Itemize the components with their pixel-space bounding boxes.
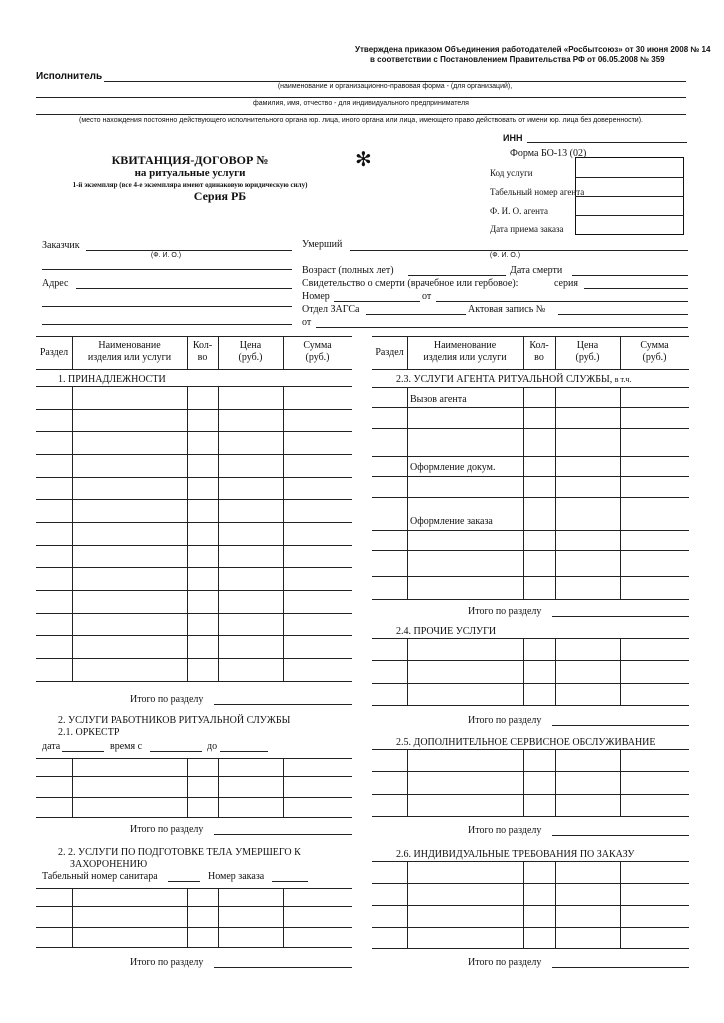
docs-label: Оформление докум. [410, 462, 496, 473]
section-2-1-total-line[interactable] [214, 834, 352, 835]
section-2-3-title-text: 2.3. УСЛУГИ АГЕНТА РИТУАЛЬНОЙ СЛУЖБЫ, [396, 374, 613, 385]
zags-line[interactable] [366, 314, 466, 315]
left-header-qty: Кол- во [192, 340, 213, 363]
approval-line-2: в соответствии с Постановлением Правительства РФ от 06.05.2008 № 359 [370, 55, 665, 64]
customer-fio-line[interactable] [86, 250, 292, 251]
receipt-title: КВИТАНЦИЯ-ДОГОВОР № [111, 153, 269, 167]
number-from-label: от [422, 291, 432, 302]
right-header-section: Раздел [375, 347, 404, 358]
left-header-name: Наименование изделия или услуги [87, 340, 172, 363]
date-line[interactable] [62, 751, 104, 752]
field-agent-number: Табельный номер агента [490, 187, 585, 197]
field-service-code: Код услуги [490, 168, 533, 178]
right-header-price: Цена (руб.) [575, 340, 600, 363]
deceased-fio-line[interactable] [350, 250, 688, 251]
agent-call-label: Вызов агента [410, 394, 467, 405]
order-number-line[interactable] [272, 881, 308, 882]
executor-line-2[interactable] [36, 97, 686, 98]
address-line-2[interactable] [42, 306, 292, 307]
zags-label: Отдел ЗАГСа [302, 304, 360, 315]
section-2-3-total-line[interactable] [552, 616, 689, 617]
death-date-label: Дата смерти [510, 265, 563, 276]
section-1-title: 1. ПРИНАДЛЕЖНОСТИ [58, 374, 166, 385]
executor-caption-3: (место нахождения постоянно действующего исполнительного органа юр. лица, иного органа или лица, имеющего право действовать от имени юр. лица без доверенности). [79, 117, 643, 124]
record-label: Актовая запись № [468, 304, 546, 315]
record-line[interactable] [558, 314, 688, 315]
record-from-line[interactable] [316, 327, 688, 328]
section-2-5-title: 2.5. ДОПОЛНИТЕЛЬНОЕ СЕРВИСНОЕ ОБСЛУЖИВАНИЕ [396, 737, 656, 748]
customer-label: Заказчик [42, 240, 80, 251]
section-2-2-total-line[interactable] [214, 967, 352, 968]
section-2-5-total-line[interactable] [552, 835, 689, 836]
section-2-4-title: 2.4. ПРОЧИЕ УСЛУГИ [396, 626, 497, 637]
address-line[interactable] [76, 288, 292, 289]
section-2-4-total-label: Итого по разделу [468, 715, 542, 726]
series-label: Серия РБ [193, 189, 247, 203]
order-number-label: Номер заказа [208, 871, 265, 882]
field-agent-name: Ф. И. О. агента [490, 206, 549, 216]
copy-note: 1-й экземпляр (все 4-е экземпляра имеют одинаковую юридическую силу) [72, 181, 308, 189]
number-label: Номер [302, 291, 330, 302]
certificate-series-label: серия [554, 278, 578, 289]
section-1-total-line[interactable] [214, 704, 352, 705]
order-processing-label: Оформление заказа [410, 516, 493, 527]
form-box-divider-2 [575, 196, 684, 197]
section-2-6-total-label: Итого по разделу [468, 957, 542, 968]
section-2-3-title [396, 374, 631, 385]
approval-line-1: Утверждена приказом Объединения работодателей «Росбытсоюз» от 30 июня 2008 № 14 [355, 45, 711, 54]
section-2-2-total-label: Итого по разделу [130, 957, 204, 968]
deceased-fio-caption: (Ф. И. О.) [489, 252, 521, 259]
section-2-2-title-2: ЗАХОРОНЕНИЮ [70, 859, 148, 870]
field-order-date: Дата приема заказа [490, 224, 564, 234]
time-from-line[interactable] [150, 751, 202, 752]
section-2-1-title: 2.1. ОРКЕСТР [58, 727, 120, 738]
number-from-line[interactable] [436, 301, 688, 302]
right-header-name: Наименование изделия или услуги [423, 340, 507, 363]
section-2-6-title: 2.6. ИНДИВИДУАЛЬНЫЕ ТРЕБОВАНИЯ ПО ЗАКАЗУ [396, 849, 635, 860]
section-2-2-title: 2. 2. УСЛУГИ ПО ПОДГОТОВКЕ ТЕЛА УМЕРШЕГО К [58, 847, 301, 858]
age-label: Возраст (полных лет) [302, 265, 394, 276]
executor-line-3[interactable] [36, 114, 686, 115]
time-to-label: до [207, 741, 218, 752]
certificate-series-line[interactable] [584, 288, 688, 289]
address-line-3[interactable] [42, 324, 292, 325]
executor-caption-1: (наименование и организационно-правовая форма - (для организаций), [277, 83, 513, 90]
form-box-divider-3 [575, 215, 684, 216]
right-header-sum: Сумма (руб.) [640, 340, 669, 363]
inn-line[interactable] [527, 142, 687, 143]
section-2-6-total-line[interactable] [552, 967, 689, 968]
left-header-sum: Сумма (руб.) [303, 340, 332, 363]
executor-label: Исполнитель [36, 71, 103, 82]
customer-fio-caption: (Ф. И. О.) [150, 252, 182, 259]
form-box-divider-1 [575, 177, 684, 178]
asterisk-icon: ✻ [355, 149, 372, 171]
time-from-label: время с [110, 741, 143, 752]
section-2-title: 2. УСЛУГИ РАБОТНИКОВ РИТУАЛЬНОЙ СЛУЖБЫ [58, 715, 291, 726]
section-2-4-total-line[interactable] [552, 725, 689, 726]
time-to-line[interactable] [220, 751, 268, 752]
record-from-label: от [302, 317, 312, 328]
death-date-line[interactable] [572, 275, 688, 276]
executor-line[interactable] [104, 81, 686, 82]
receipt-subtitle: на ритуальные услуги [134, 167, 246, 179]
age-line[interactable] [408, 275, 506, 276]
section-1-total-label: Итого по разделу [130, 694, 204, 705]
orderly-number-label: Табельный номер санитара [42, 871, 158, 882]
inn-label: ИНН [503, 133, 523, 143]
form-label: Форма БО-13 (02) [510, 148, 587, 159]
section-2-5-total-label: Итого по разделу [468, 825, 542, 836]
customer-line-2[interactable] [42, 269, 292, 270]
number-line[interactable] [334, 301, 420, 302]
section-2-3-suffix: в т.ч. [614, 375, 632, 384]
executor-caption-2: фамилия, имя, отчество - для индивидуального предпринимателя [253, 100, 469, 107]
address-label: Адрес [42, 278, 69, 289]
certificate-label: Свидетельство о смерти (врачебное или гербовое): [302, 278, 519, 289]
orderly-number-line[interactable] [168, 881, 200, 882]
deceased-label: Умерший [302, 239, 343, 250]
right-header-qty: Кол- во [529, 340, 549, 363]
left-header-price: Цена (руб.) [238, 340, 263, 363]
section-2-3-total-label: Итого по разделу [468, 606, 542, 617]
date-label: дата [42, 741, 61, 752]
section-2-1-total-label: Итого по разделу [130, 824, 204, 835]
left-header-section: Раздел [39, 347, 69, 358]
